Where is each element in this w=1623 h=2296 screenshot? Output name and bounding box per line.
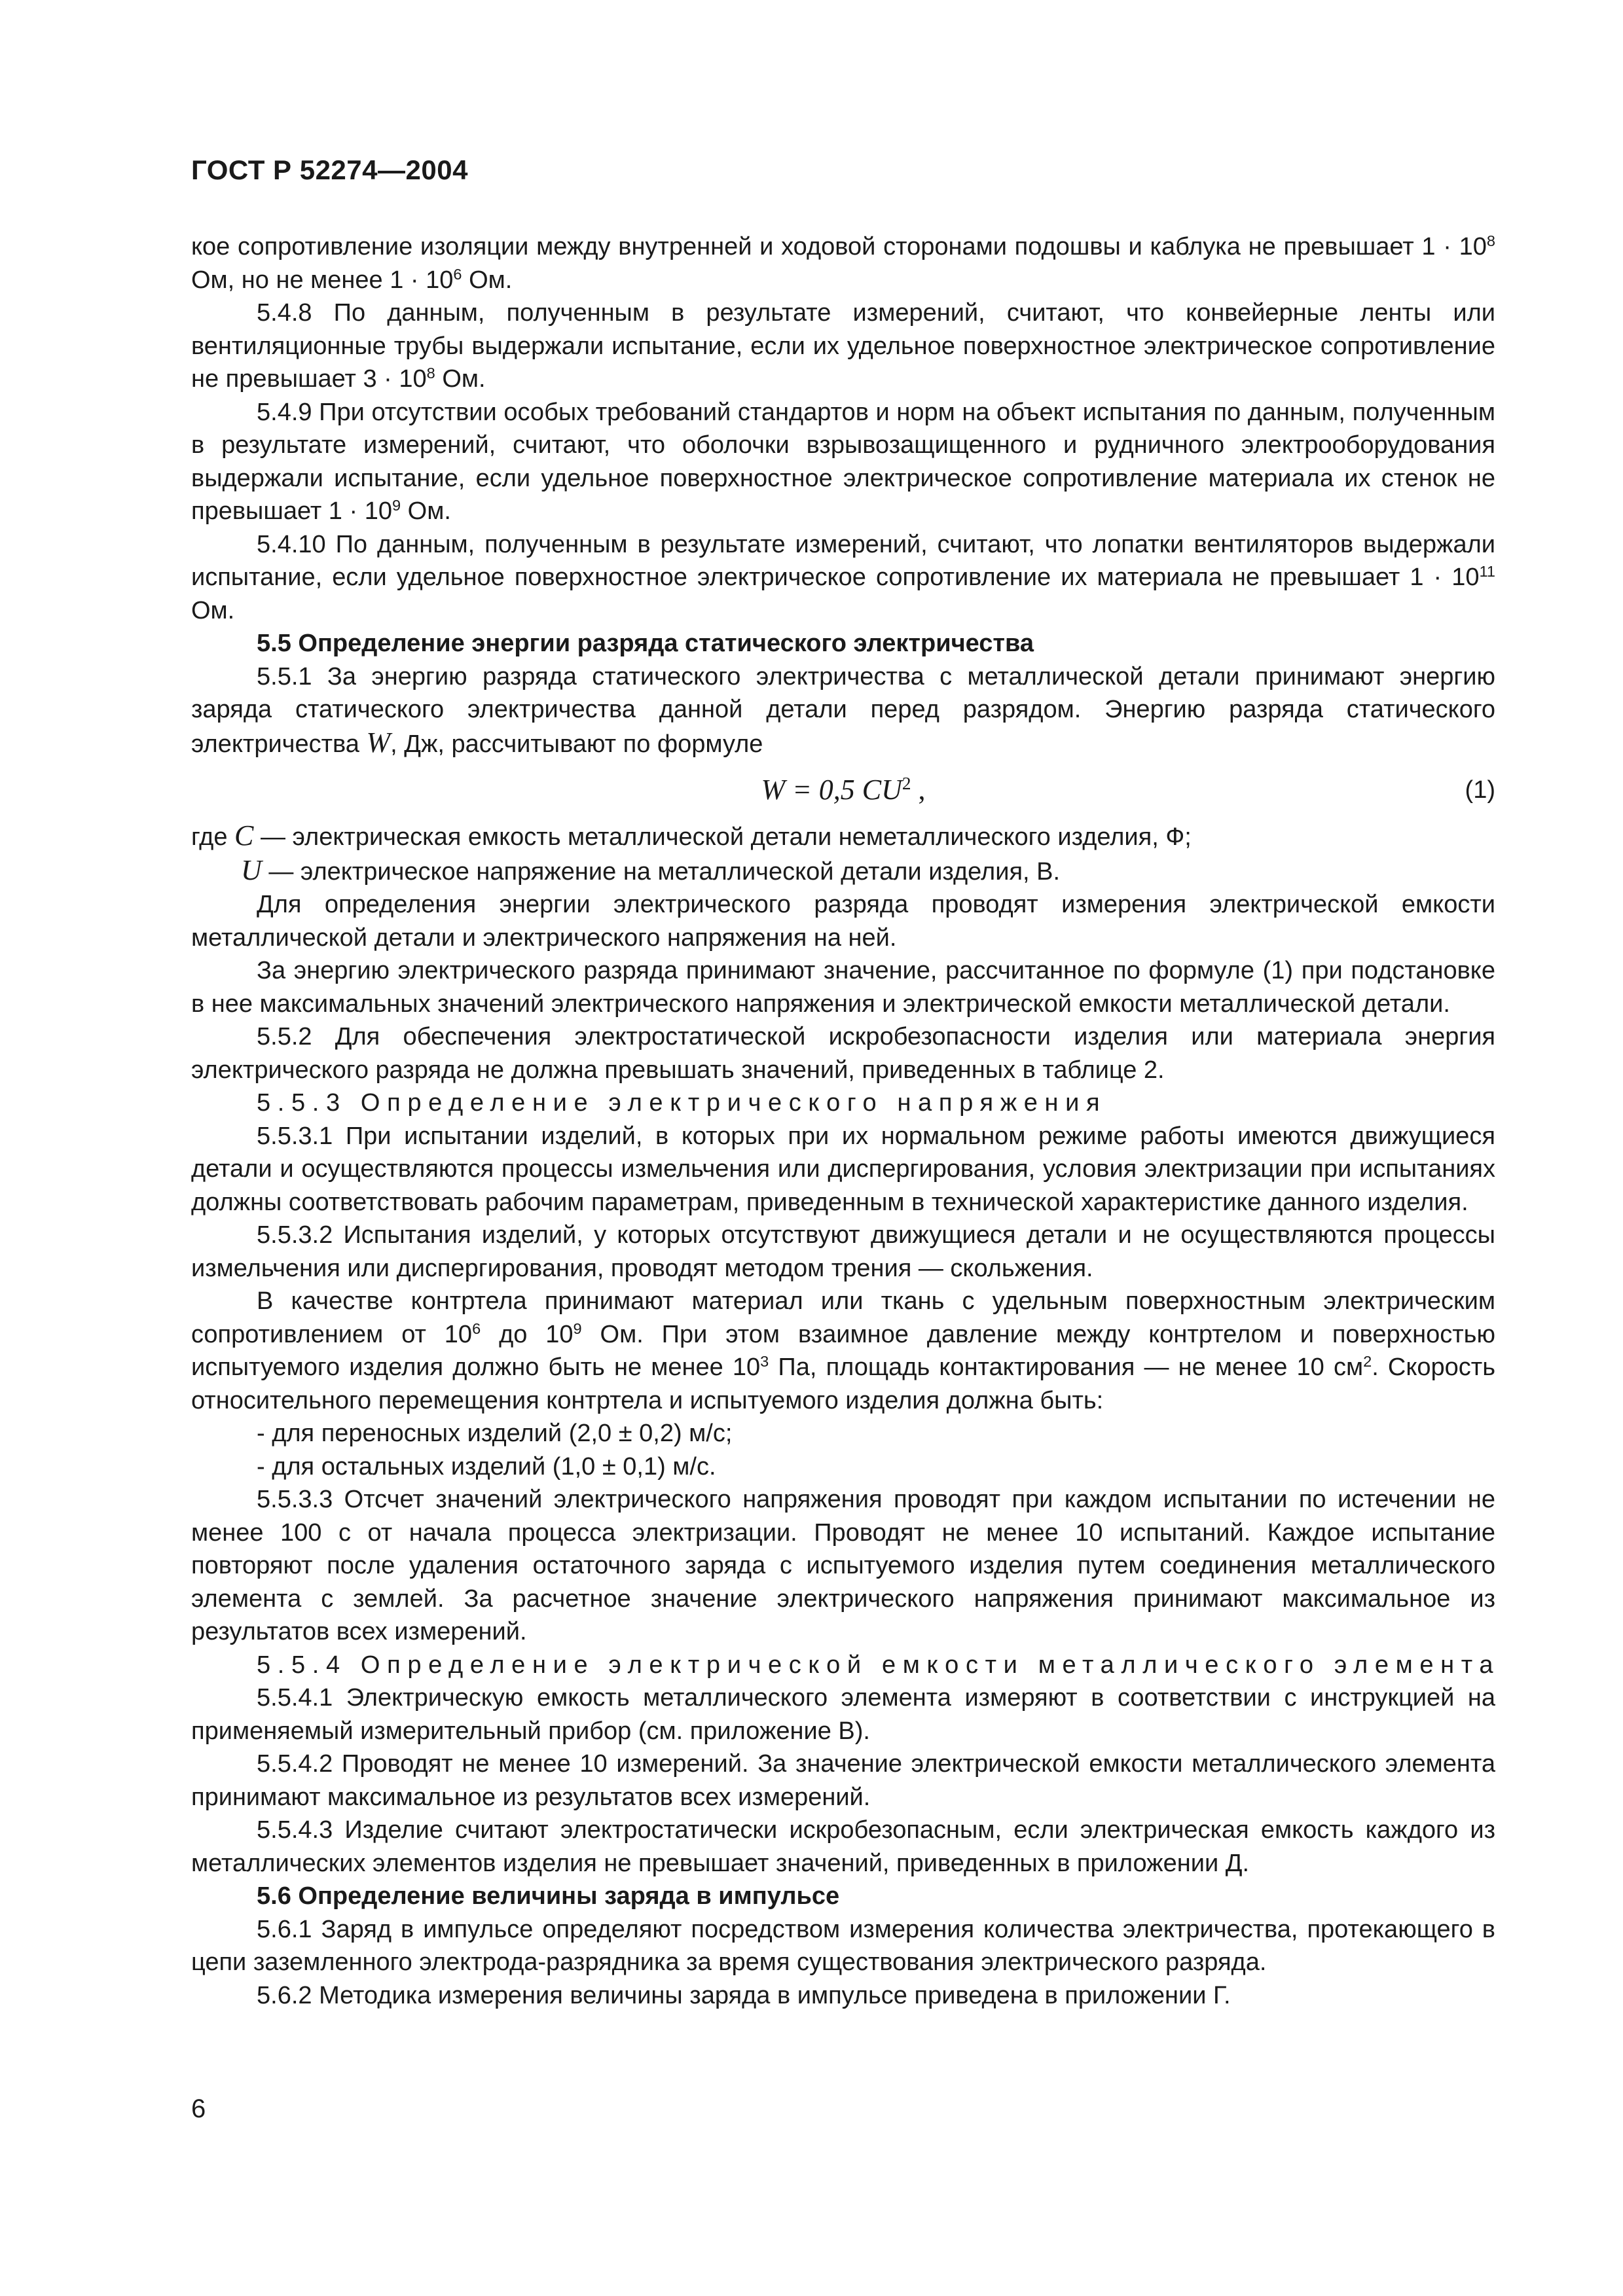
section-heading-5-5-3: 5.5.3 Определение электрического напряжения [257,1089,1107,1117]
formula-1 [191,761,1495,819]
formula-expression: W = 0,5 $CU^2$ , [761,774,926,806]
paragraph-energy-value: За энергию электрического разряда принимают значение, рассчитанное по формуле (1) при подстановке в нее максимальных значений электрического напряжения и электрической емкости металлической детали. [191,957,1495,1018]
paragraph-5-4-10: 5.4.10 По данным, полученным в результате измерений, считают, что лопатки вентиляторов выдержали испытание, если удельное поверхностное электрическое сопротивление их материала не превышает $1 \cdot 10^{11}$ Ом. [191,530,1495,624]
paragraph-5-5-1: 5.5.1 За энергию разряда статического электричества с металлической детали принимают энергию заряда статического электричества данной детали перед разрядом. Энергию разряда статического электричества W, Дж, рассчитывают по формуле [191,662,1495,759]
paragraph-5-5-4-3: 5.5.4.3 Изделие считают электростатически искробезопасным, если электрическая емкость каждого из металлических элементов изделия не превышает значений, приведенных в приложении Д. [191,1816,1495,1877]
paragraph-5-5-3-1: 5.5.3.1 При испытании изделий, в которых при их нормальном режиме работы имеются движущиеся детали и осуществляются процессы измельчения или диспергирования, условия электризации при испытаниях должны соответствовать рабочим параметрам, приведенным в технической характеристике данного изделия. [191,1122,1495,1216]
paragraph-counterbody: В качестве контртела принимают материал или ткань с удельным поверхностным электрическим сопротивлением от $10^6$ до $10^9$ Ом. При этом взаимное давление между контртелом и поверхностью испытуемого изделия должно быть не менее $10^3$ Па, площадь контактирования — не менее 10 $см^2$. Скорость относительного перемещения контртела и испытуемого изделия должна быть: [191,1287,1495,1414]
paragraph-continuation: кое сопротивление изоляции между внутренней и ходовой сторонами подошвы и каблука не превышает $1 \cdot 10^8$ Ом, но не менее $1 \cdot 10^6$ Ом. [191,232,1495,294]
page-body [191,230,1501,2012]
formula-number: (1) [1465,776,1495,804]
paragraph-5-5-3-3: 5.5.3.3 Отсчет значений электрического напряжения проводят при каждом испытании по истечении не менее 100 с от начала процесса электризации. Проводят не менее 10 испытаний. Каждое испытание повторяют после удаления остаточного заряда с испытуемого изделия путем соединения металлического элемента с землей. За расчетное значение электрического напряжения принимают максимальное из результатов всех измерений. [191,1486,1495,1645]
list-item: - для остальных изделий (1,0 ± 0,1) м/с. [257,1452,716,1480]
paragraph-5-6-1: 5.6.1 Заряд в импульсе определяют посредством измерения количества электричества, протекающего в цепи заземленного электрода-разрядника за время существования электрического разряда. [191,1915,1495,1976]
section-heading-5-6: 5.6 Определение величины заряда в импульсе [257,1882,840,1910]
section-heading-5-5-4: 5.5.4 Определение электрической емкости металлического элемента [257,1651,1501,1679]
where-u: U — электрическое напряжение на металлической детали изделия, В. [241,853,1061,886]
paragraph-5-4-9: 5.4.9 При отсутствии особых требований стандартов и норм на объект испытания по данным, полученным в результате измерений, считают, что оболочки взрывозащищенного и рудничного электрооборудования выдержали испытание, если удельное поверхностное электрическое сопротивление материала их стенок не превышает $1 \cdot 10^9$ Ом. [191,398,1495,525]
paragraph-5-6-2: 5.6.2 Методика измерения величины заряда в импульсе приведена в приложении Г. [257,1981,1231,2009]
page-number: 6 [191,2094,206,2123]
paragraph-energy-measure: Для определения энергии электрического разряда проводят измерения электрической емкости металлической детали и электрического напряжения на ней. [191,891,1495,952]
paragraph-5-5-3-2: 5.5.3.2 Испытания изделий, у которых отсутствуют движущиеся детали и не осуществляются процессы измельчения или диспергирования, проводят методом трения — скольжения. [191,1221,1495,1282]
where-c: где C — электрическая емкость металлической детали неметаллического изделия, Ф; [191,819,1192,852]
paragraph-5-5-2: 5.5.2 Для обеспечения электростатической искробезопасности изделия или материала энергия электрического разряда не должна превышать значений, приведенных в таблице 2. [191,1023,1495,1084]
paragraph-5-5-4-2: 5.5.4.2 Проводят не менее 10 измерений. За значение электрической емкости металлического элемента принимают максимальное из результатов всех измерений. [191,1750,1495,1811]
paragraph-5-5-4-1: 5.5.4.1 Электрическую емкость металлического элемента измеряют в соответствии с инструкцией на применяемый измерительный прибор (см. приложение В). [191,1684,1495,1745]
section-heading-5-5: 5.5 Определение энергии разряда статического электричества [257,630,1034,657]
paragraph-5-4-8: 5.4.8 По данным, полученным в результате измерений, считают, что конвейерные ленты или вентиляционные трубы выдержали испытание, если их удельное поверхностное электрическое сопротивление не превышает $3 \cdot 10^8$ Ом. [191,299,1495,393]
list-item: - для переносных изделий (2,0 ± 0,2) м/с; [257,1420,733,1447]
page-header: ГОСТ Р 52274—2004 [191,154,468,185]
